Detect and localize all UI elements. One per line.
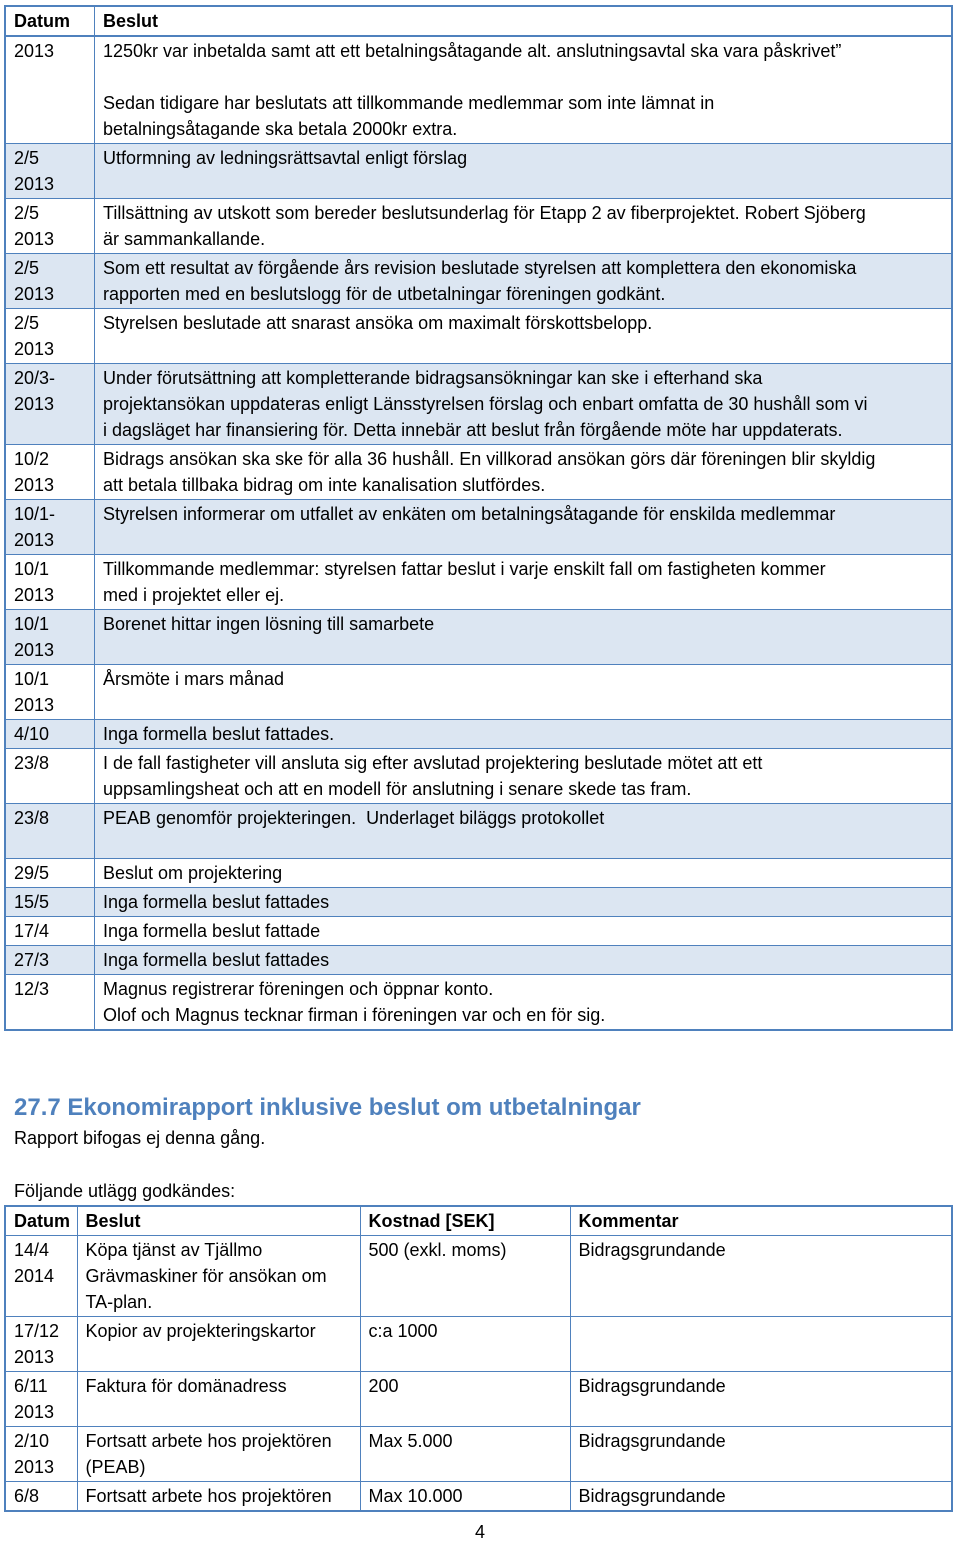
- date-cell: [5, 720, 95, 749]
- cell-line: 2013: [14, 585, 55, 605]
- table-header-row: [5, 1206, 952, 1236]
- cell-line: 6/11: [14, 1376, 48, 1396]
- header-beslut: Beslut: [77, 1206, 360, 1236]
- date-cell: [5, 610, 95, 665]
- decision-cell: [95, 364, 953, 445]
- cell-line: Beslut om projektering: [103, 863, 283, 883]
- cell-line: Inga formella beslut fattades: [103, 950, 330, 970]
- table-row: [5, 610, 952, 665]
- date-cell: [5, 254, 95, 309]
- header-datum: Datum: [5, 1206, 77, 1236]
- cell-line: 17/12: [14, 1321, 60, 1341]
- decision-cell: [95, 946, 953, 975]
- cell-line: uppsamlingsheat och att en modell för anslutning i senare skede tas fram.: [103, 779, 692, 799]
- date-cell: [5, 555, 95, 610]
- section-heading: 27.7 Ekonomirapport inklusive beslut om utbetalningar: [14, 1094, 641, 1121]
- cell-line: Tillkommande medlemmar: styrelsen fattar beslut i varje enskilt fall om fastigheten kommer: [103, 559, 826, 579]
- date-cell: [5, 975, 95, 1031]
- decision-cell: [77, 1372, 360, 1427]
- date-cell: [5, 1372, 77, 1427]
- date-cell: [5, 804, 95, 859]
- date-cell: [5, 144, 95, 199]
- cell-line: 2/5: [14, 148, 40, 168]
- date-cell: [5, 749, 95, 804]
- cell-line: 2/5: [14, 258, 40, 278]
- table-row: [5, 749, 952, 804]
- table-row: [5, 1317, 952, 1372]
- cell-line: (PEAB): [85, 1457, 146, 1477]
- cell-line: Årsmöte i mars månad: [103, 669, 285, 689]
- cell-line: 2013: [14, 695, 55, 715]
- expenses-intro: Följande utlägg godkändes:: [14, 1181, 236, 1201]
- table-row: [5, 36, 952, 144]
- cell-line: 2013: [14, 284, 55, 304]
- decision-cell: [95, 804, 953, 859]
- cell-line: I de fall fastigheter vill ansluta sig efter avslutad projektering beslutade mötet att ett: [103, 753, 763, 773]
- cell-line: 23/8: [14, 753, 50, 773]
- date-cell: [5, 888, 95, 917]
- cell-line: 6/8: [14, 1486, 40, 1506]
- cell-line: Magnus registrerar föreningen och öppnar konto.: [103, 979, 494, 999]
- decision-cell: [77, 1236, 360, 1317]
- table-row: [5, 720, 952, 749]
- cell-line: 14/4: [14, 1240, 50, 1260]
- cell-line: Fortsatt arbete hos projektören: [85, 1486, 332, 1506]
- cell-line: Köpa tjänst av Tjällmo: [85, 1240, 263, 1260]
- decision-cell: [95, 555, 953, 610]
- table-row: [5, 1427, 952, 1482]
- cell-line: 10/1: [14, 614, 50, 634]
- decision-cell: [95, 309, 953, 364]
- cell-line: 12/3: [14, 979, 50, 999]
- cell-line: 2013: [14, 475, 55, 495]
- decision-cell: [95, 917, 953, 946]
- cell-line: 2013: [14, 41, 55, 61]
- cell-line: är sammankallande.: [103, 229, 266, 249]
- cell-line: Inga formella beslut fattades.: [103, 724, 335, 744]
- table-row: [5, 804, 952, 859]
- cell-line: 10/1: [14, 669, 50, 689]
- table-row: [5, 975, 952, 1031]
- cell-line: Olof och Magnus tecknar firman i föreningen var och en för sig.: [103, 1005, 606, 1025]
- expenses-body: [5, 1236, 952, 1512]
- cell-line: projektansökan uppdateras enligt Länsstyrelsen förslag och enbart omfatta de 30 hushåll som vi: [103, 394, 868, 414]
- decision-cell: [95, 36, 953, 144]
- date-cell: [5, 1427, 77, 1482]
- table-row: [5, 199, 952, 254]
- date-cell: [5, 445, 95, 500]
- date-cell: [5, 1317, 77, 1372]
- decision-cell: [77, 1317, 360, 1372]
- cell-line: 27/3: [14, 950, 50, 970]
- date-cell: [5, 364, 95, 445]
- comment-cell: Bidragsgrundande: [570, 1372, 952, 1427]
- cell-line: 2013: [14, 174, 55, 194]
- cell-line: TA-plan.: [85, 1292, 153, 1312]
- cell-line: i dagsläget har finansiering för. Detta innebär att beslut från förgående möte har uppdaterats.: [103, 420, 843, 440]
- cell-line: 2013: [14, 1457, 55, 1477]
- table-row: [5, 888, 952, 917]
- decision-log-table: [4, 5, 953, 1031]
- page-number: 4: [474, 1522, 485, 1542]
- decision-cell: [77, 1427, 360, 1482]
- cost-cell: Max 5.000: [360, 1427, 570, 1482]
- table-row: [5, 500, 952, 555]
- header-kostnad: Kostnad [SEK]: [360, 1206, 570, 1236]
- cost-cell: c:a 1000: [360, 1317, 570, 1372]
- cell-line: att betala tillbaka bidrag om inte kanalisation slutfördes.: [103, 475, 546, 495]
- table-row: [5, 254, 952, 309]
- header-kommentar: Kommentar: [570, 1206, 952, 1236]
- cell-line: 2014: [14, 1266, 55, 1286]
- cell-line: 29/5: [14, 863, 50, 883]
- cell-line: PEAB genomför projekteringen. Underlaget biläggs protokollet: [103, 808, 605, 828]
- cell-line: 2/10: [14, 1431, 50, 1451]
- cell-line: 23/8: [14, 808, 50, 828]
- decision-cell: [95, 975, 953, 1031]
- expenses-table: [4, 1205, 953, 1512]
- cost-cell: Max 10.000: [360, 1482, 570, 1512]
- date-cell: [5, 36, 95, 144]
- decision-cell: [95, 665, 953, 720]
- decision-cell: [95, 144, 953, 199]
- table-row: [5, 1372, 952, 1427]
- cell-line: Borenet hittar ingen lösning till samarbete: [103, 614, 435, 634]
- cell-line: 2/5: [14, 203, 40, 223]
- decision-cell: [95, 749, 953, 804]
- comment-cell: Bidragsgrundande: [570, 1482, 952, 1512]
- date-cell: [5, 946, 95, 975]
- cell-line: Inga formella beslut fattades: [103, 892, 330, 912]
- cell-line: 2013: [14, 1402, 55, 1422]
- cell-line: Styrelsen beslutade att snarast ansöka om maximalt förskottsbelopp.: [103, 313, 653, 333]
- report-note: Rapport bifogas ej denna gång.: [14, 1128, 266, 1148]
- decision-cell: [95, 199, 953, 254]
- decision-cell: [95, 500, 953, 555]
- cell-line: [103, 831, 943, 857]
- date-cell: [5, 665, 95, 720]
- table-row: [5, 364, 952, 445]
- cell-line: 2/5: [14, 313, 40, 333]
- cell-line: 17/4: [14, 921, 50, 941]
- cell-line: betalningsåtagande ska betala 2000kr extra.: [103, 119, 458, 139]
- comment-cell: Bidragsgrundande: [570, 1236, 952, 1317]
- table-row: [5, 309, 952, 364]
- date-cell: [5, 199, 95, 254]
- cell-line: Utformning av ledningsrättsavtal enligt förslag: [103, 148, 468, 168]
- date-cell: [5, 859, 95, 888]
- cell-line: 10/2: [14, 449, 50, 469]
- decision-cell: [95, 445, 953, 500]
- decision-log-body: [5, 36, 952, 1030]
- cell-line: Styrelsen informerar om utfallet av enkäten om betalningsåtagande för enskilda medlemmar: [103, 504, 836, 524]
- date-cell: [5, 1482, 77, 1512]
- decision-cell: [95, 610, 953, 665]
- cell-line: rapporten med en beslutslogg för de utbetalningar föreningen godkänt.: [103, 284, 666, 304]
- cell-line: Som ett resultat av förgående års revision beslutade styrelsen att komplettera den ekonomiska: [103, 258, 857, 278]
- cell-line: 10/1: [14, 559, 50, 579]
- header-datum: Datum: [5, 6, 95, 36]
- cell-line: Grävmaskiner för ansökan om: [85, 1266, 327, 1286]
- cell-line: Bidrags ansökan ska ske för alla 36 hushåll. En villkorad ansökan görs där föreningen blir skyldig: [103, 449, 876, 469]
- date-cell: [5, 309, 95, 364]
- cell-line: Inga formella beslut fattade: [103, 921, 321, 941]
- decision-cell: [95, 254, 953, 309]
- decision-cell: [95, 888, 953, 917]
- cell-line: 2013: [14, 229, 55, 249]
- cell-line: 2013: [14, 339, 55, 359]
- table-row: [5, 144, 952, 199]
- cell-line: Sedan tidigare har beslutats att tillkommande medlemmar som inte lämnat in: [103, 93, 715, 113]
- cell-line: 20/3-: [14, 368, 56, 388]
- date-cell: [5, 500, 95, 555]
- cell-line: med i projektet eller ej.: [103, 585, 285, 605]
- decision-cell: [95, 859, 953, 888]
- cell-line: 2013: [14, 394, 55, 414]
- cost-cell: 500 (exkl. moms): [360, 1236, 570, 1317]
- cell-line: Fortsatt arbete hos projektören: [85, 1431, 332, 1451]
- cell-line: 2013: [14, 640, 55, 660]
- cell-line: 15/5: [14, 892, 50, 912]
- cell-line: Faktura för domänadress: [85, 1376, 287, 1396]
- table-row: [5, 1236, 952, 1317]
- cell-line: 4/10: [14, 724, 50, 744]
- decision-cell: [77, 1482, 360, 1512]
- cost-cell: 200: [360, 1372, 570, 1427]
- table-row: [5, 665, 952, 720]
- cell-line: 1250kr var inbetalda samt att ett betalningsåtagande alt. anslutningsavtal ska vara påskrivet”: [103, 41, 842, 61]
- cell-line: [103, 64, 943, 90]
- decision-cell: [95, 720, 953, 749]
- comment-cell: Bidragsgrundande: [570, 1427, 952, 1482]
- cell-line: 10/1-: [14, 504, 56, 524]
- table-row: [5, 555, 952, 610]
- cell-line: 2013: [14, 1347, 55, 1367]
- cell-line: 2013: [14, 530, 55, 550]
- cell-line: Under förutsättning att kompletterande bidragsansökningar kan ske i efterhand ska: [103, 368, 763, 388]
- comment-cell: [570, 1317, 952, 1372]
- table-row: [5, 917, 952, 946]
- cell-line: Kopior av projekteringskartor: [85, 1321, 316, 1341]
- date-cell: [5, 1236, 77, 1317]
- cell-line: Tillsättning av utskott som bereder beslutsunderlag för Etapp 2 av fiberprojektet. Robert Sjöberg: [103, 203, 866, 223]
- header-beslut: Beslut: [95, 6, 953, 36]
- table-row: [5, 946, 952, 975]
- table-row: [5, 1482, 952, 1512]
- table-row: [5, 859, 952, 888]
- table-header-row: [5, 6, 952, 36]
- table-row: [5, 445, 952, 500]
- date-cell: [5, 917, 95, 946]
